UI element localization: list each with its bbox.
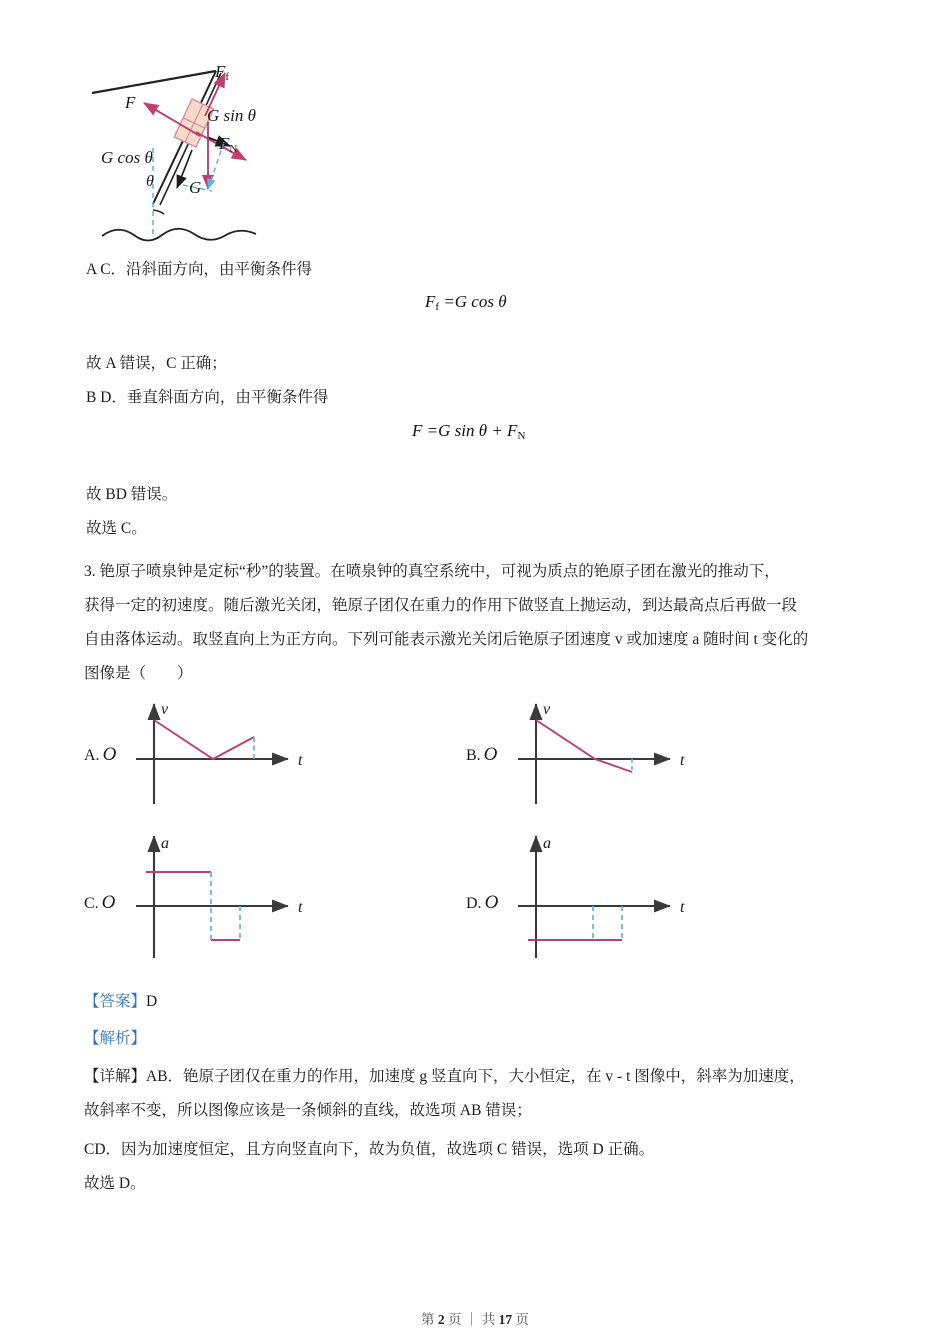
detail-line-4: 故选 D。 xyxy=(84,1175,146,1192)
question3-line-4: 图像是（ ） xyxy=(84,665,193,682)
detail-line-1-text: AB．铯原子团仅在重力的作用，加速度 g 竖直向下，大小恒定，在 v - t 图像中，斜率为加速度， xyxy=(146,1068,805,1085)
option-a-graph[interactable] xyxy=(84,692,384,812)
answer-value: D xyxy=(146,993,158,1010)
question3-line-2: 获得一定的初速度。随后激光关闭，铯原子团仅在重力的作用下做竖直上抛运动，到达最高点后再做一段 xyxy=(84,597,798,614)
footer-total-pages: 17 xyxy=(498,1312,513,1327)
label-g-cos-theta: G cos θ xyxy=(101,148,153,167)
inclined-plane-force-diagram xyxy=(84,38,404,248)
footer-page-number: 2 xyxy=(437,1312,445,1327)
option-a-x-label: t xyxy=(298,752,303,769)
question3-line-1: 3. 铯原子喷泉钟是定标“秒”的装置。在喷泉钟的真空系统中，可视为质点的铯原子团在激光的推动下， xyxy=(84,563,780,580)
equation-normal: F =G $\sin \theta + F_N$ xyxy=(412,421,526,442)
label-theta: θ xyxy=(146,173,154,190)
slope-line xyxy=(92,71,216,93)
force-diagram-svg xyxy=(84,38,404,248)
label-friction-force: Ff xyxy=(215,62,230,83)
option-c-graph[interactable] xyxy=(84,826,384,966)
label-weight: G xyxy=(189,178,202,197)
theta-angle-arc xyxy=(153,210,164,214)
option-b-svg xyxy=(510,692,770,812)
option-b-x-label: t xyxy=(680,752,685,769)
option-b-graph[interactable] xyxy=(466,692,766,812)
option-c-x-label: t xyxy=(298,899,303,916)
solution-line-bd: B D．垂直斜面方向，由平衡条件得 xyxy=(86,389,329,406)
page-footer xyxy=(0,1308,950,1328)
solution-conclusion-ac: 故 A 错误，C 正确； xyxy=(86,355,227,372)
label-applied-force: F xyxy=(125,93,136,112)
detail-line-2: 故斜率不变，所以图像应该是一条倾斜的直线，故选项 AB 错误； xyxy=(84,1102,532,1119)
option-a-svg xyxy=(128,692,388,812)
answer-label: 【答案】 xyxy=(84,993,147,1010)
option-d-y-label: a xyxy=(543,835,551,852)
option-a-y-label: v xyxy=(161,701,169,718)
answer-row xyxy=(84,985,157,1019)
option-c-letter: C. O xyxy=(84,892,116,913)
footer-prefix: 第 xyxy=(421,1312,435,1327)
label-normal-force: FN xyxy=(219,134,238,155)
question3-line-3: 自由落体运动。取竖直向上为正方向。下列可能表示激光关闭后铯原子团速度 v 或加速度 a 随时间 t 变化的 xyxy=(84,631,809,648)
analysis-label: 【解析】 xyxy=(84,1030,147,1047)
option-d-svg xyxy=(510,826,770,966)
option-b-curve xyxy=(536,720,632,772)
footer-suffix: 页 xyxy=(515,1312,529,1327)
option-b-y-label: v xyxy=(543,701,551,718)
detail-line-3: CD．因为加速度恒定，且方向竖直向下，故为负值，故选项 C 错误，选项 D 正确。 xyxy=(84,1141,655,1158)
option-c-y-label: a xyxy=(161,835,169,852)
solution-conclusion-bd: 故 BD 错误。 xyxy=(86,486,178,503)
detail-label: 【详解】 xyxy=(84,1068,147,1085)
water-surface-wave xyxy=(102,229,256,241)
option-d-x-label: t xyxy=(680,899,685,916)
option-d-letter: D. O xyxy=(466,892,499,913)
option-c-svg xyxy=(128,826,388,966)
detail-line-1 xyxy=(84,1060,805,1094)
footer-mid: 页 ｜ 共 xyxy=(448,1312,496,1327)
option-a-curve xyxy=(154,720,254,759)
option-a-letter: A. O xyxy=(84,744,117,765)
solution-line-ac: A C．沿斜面方向，由平衡条件得 xyxy=(86,261,313,278)
equation-friction: $F_f =G$ cos θ xyxy=(425,292,507,313)
label-g-sin-theta: G sin θ xyxy=(207,106,256,125)
option-b-letter: B. O xyxy=(466,744,498,765)
option-d-graph[interactable] xyxy=(466,826,766,966)
solution-final-choice: 故选 C。 xyxy=(86,520,147,537)
